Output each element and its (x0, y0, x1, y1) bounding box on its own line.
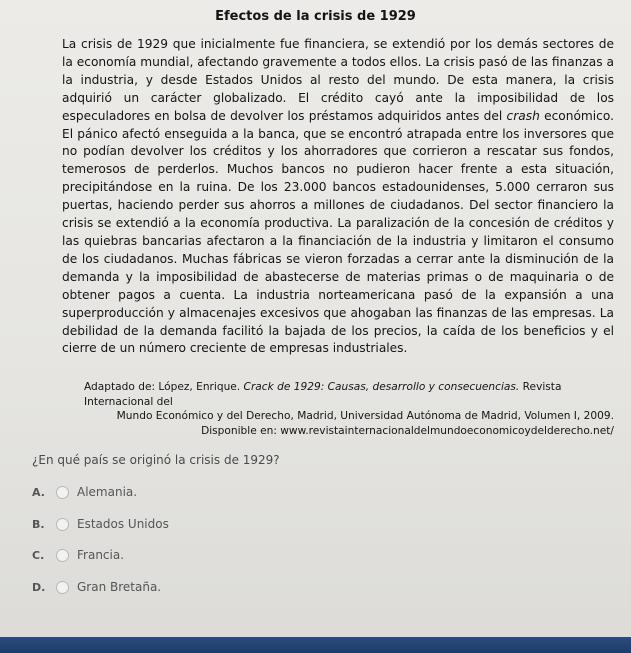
bottom-toolbar (0, 637, 631, 653)
radio-button-icon[interactable] (56, 549, 69, 562)
radio-button-icon[interactable] (56, 486, 69, 499)
option-letter: D. (32, 580, 46, 594)
question-text: ¿En qué país se originó la crisis de 1929? (32, 453, 280, 467)
option-a[interactable] (32, 481, 137, 503)
passage-text-part2: económico. El pánico afectó enseguida a la banca, que se encontró atrapada entre los inversores que no podían devolver los créditos y los ahorradores que corrieron a rescatar sus fondos, temerosos de perderlos. Muchos bancos no pudieron hacer frente a esta situación, precipitándose en la ruina. De los 23.000 bancos estadounidenses, 5.000 cerraron sus puertas, haciendo perder sus ahorros a millones de ciudadanos. Del sector financiero la crisis se extendió a la economía productiva. La paralización de la concesión de créditos y las quiebras bancarias afectaron a la financiación de la industria y limitaron el consumo de los ciudadanos. Muchas fábricas se vieron forzadas a cerrar ante la disminución de la demanda y la imposibilidad de abastecerse de materias primas o de maquinaria o de obtener pagos a cuenta. La industria norteamericana pasó de la expansión a una superproducción y almacenajes excesivos que ahogaban las finanzas de las empresas. La debilidad de la demanda facilitó la bajada de los precios, la caída de los beneficios y el cierre de un número creciente de empresas industriales. (62, 108, 614, 356)
option-label: Francia. (77, 548, 125, 562)
radio-button-icon[interactable] (56, 581, 69, 594)
reading-passage (62, 36, 614, 358)
citation-prefix: Adaptado de: López, Enrique. (84, 381, 244, 393)
option-c[interactable] (32, 544, 124, 566)
citation-line-2: Mundo Económico y del Derecho, Madrid, Universidad Autónoma de Madrid, Volumen I, 2009. (116, 410, 614, 422)
option-letter: C. (32, 548, 45, 562)
citation-line1-suffix: Revista Internacional del (84, 381, 562, 408)
option-label: Estados Unidos (77, 517, 169, 531)
option-label: Gran Bretaña. (77, 580, 162, 594)
option-letter: A. (32, 485, 45, 499)
option-d[interactable] (32, 576, 161, 598)
document-title: Efectos de la crisis de 1929 (215, 9, 416, 24)
passage-italic-term: crash (506, 108, 540, 123)
option-letter: B. (32, 517, 45, 531)
option-label: Alemania. (77, 485, 138, 499)
source-citation (70, 380, 614, 438)
citation-line-3: Disponible en: www.revistainternacionaldelmundoeconomicoydelderecho.net/ (201, 424, 614, 437)
citation-line-1 (70, 380, 614, 409)
passage-text-part1: La crisis de 1929 que inicialmente fue financiera, se extendió por los demás sectores de la economía mundial, afectando gravemente a todos ellos. La crisis pasó de las finanzas a la industria, y desde Estados Unidos al resto del mundo. De esta manera, la crisis adquirió un carácter globalizado. El crédito cayó ante la imposibilidad de los especuladores en bolsa de devolver los préstamos adquiridos antes del (62, 37, 614, 123)
option-b[interactable] (32, 513, 169, 535)
radio-button-icon[interactable] (56, 518, 69, 531)
citation-work-title: Crack de 1929: Causas, desarrollo y consecuencias. (243, 381, 520, 393)
